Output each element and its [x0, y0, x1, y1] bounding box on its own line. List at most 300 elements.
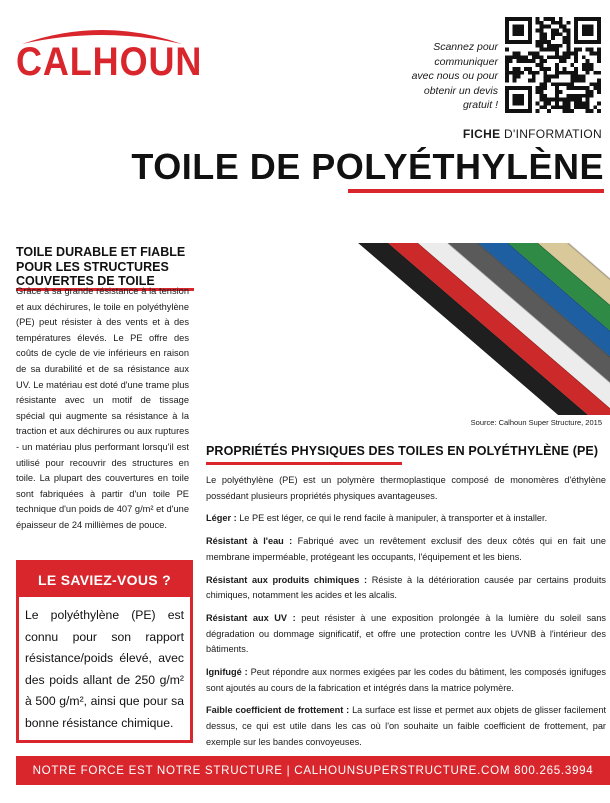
qr-module: [578, 78, 582, 82]
qr-module: [563, 52, 567, 56]
qr-module: [563, 105, 567, 109]
qr-module: [566, 109, 570, 113]
qr-module: [582, 94, 586, 98]
qr-module: [536, 29, 540, 33]
qr-module: [586, 90, 590, 94]
qr-module: [547, 55, 551, 59]
qr-module: [597, 109, 601, 113]
qr-module: [540, 94, 544, 98]
qr-module: [586, 105, 590, 109]
property-item: [206, 665, 606, 696]
qr-module: [574, 98, 578, 102]
qr-module: [543, 32, 547, 36]
qr-module: [566, 52, 570, 56]
qr-module: [559, 98, 563, 102]
qr-module: [559, 17, 563, 21]
qr-module: [543, 59, 547, 63]
qr-module: [540, 63, 544, 67]
property-term: Résistant aux UV :: [206, 612, 296, 623]
qr-module: [517, 59, 521, 63]
properties-intro: Le polyéthylène (PE) est un polymère thermoplastique composé de monomères d'éthylène possédant plusieurs propriétés physiques avantageuses.: [206, 475, 606, 501]
qr-module: [597, 71, 601, 75]
calhoun-logo: [16, 18, 203, 92]
qr-module: [547, 78, 551, 82]
qr-module: [574, 94, 578, 98]
qr-module: [559, 44, 563, 48]
fabric-swatches-illustration: [340, 243, 610, 415]
qr-module: [586, 86, 590, 90]
scan-line: Scannez pour: [433, 41, 498, 53]
qr-module: [536, 63, 540, 67]
qr-module: [540, 44, 544, 48]
properties-heading-underline: [206, 462, 402, 465]
did-you-know-heading: LE SAVIEZ-VOUS ?: [19, 563, 190, 597]
sidebar-heading-line: TOILE DURABLE ET FIABLE: [16, 245, 186, 259]
scan-line: avec nous ou pour: [411, 70, 498, 82]
qr-module: [540, 32, 544, 36]
qr-module: [524, 59, 528, 63]
qr-module: [582, 67, 586, 71]
qr-module: [578, 98, 582, 102]
qr-module: [563, 55, 567, 59]
qr-module: [593, 86, 597, 90]
qr-module: [559, 59, 563, 63]
qr-module: [517, 71, 521, 75]
qr-module: [578, 48, 582, 52]
qr-module: [509, 55, 513, 59]
scan-line: communiquer: [434, 55, 498, 68]
qr-module: [513, 71, 517, 75]
qr-module: [536, 21, 540, 25]
property-text: La surface est lisse et permet aux objets de glisser facilement dessus, ce qui est utile dans les cas où l'on souhaite un faible coefficient de frottement, par exemple sur les bandes convoyeuses.: [206, 705, 606, 747]
qr-module: [540, 25, 544, 29]
qr-module: [540, 82, 544, 86]
qr-module: [509, 59, 513, 63]
qr-module: [589, 94, 593, 98]
qr-module: [532, 59, 536, 63]
qr-module: [570, 78, 574, 82]
property-text: peut résister à une exposition prolongée à la lumière du soleil sans dégradation ou dommage significatif, et offre une protection contre les UVNB à l'intérieur des bâtiments.: [206, 612, 606, 655]
qr-module: [597, 48, 601, 52]
qr-module: [543, 78, 547, 82]
qr-module: [551, 98, 555, 102]
qr-finder-center: [513, 94, 525, 106]
qr-module: [540, 29, 544, 33]
qr-module: [570, 109, 574, 113]
qr-module: [513, 75, 517, 79]
qr-module: [574, 52, 578, 56]
qr-module: [597, 59, 601, 63]
qr-module: [513, 52, 517, 56]
property-term: Faible coefficient de frottement :: [206, 705, 350, 716]
qr-module: [566, 21, 570, 25]
qr-module: [574, 105, 578, 109]
qr-module: [586, 101, 590, 105]
qr-module: [574, 86, 578, 90]
qr-module: [505, 48, 509, 52]
qr-module: [566, 48, 570, 52]
qr-module: [574, 59, 578, 63]
qr-module: [551, 75, 555, 79]
qr-module: [563, 109, 567, 113]
qr-module: [566, 101, 570, 105]
qr-module: [559, 90, 563, 94]
qr-module: [543, 71, 547, 75]
qr-module: [563, 71, 567, 75]
page-title: TOILE DE POLYÉTHYLÈNE: [131, 146, 604, 187]
qr-module: [543, 101, 547, 105]
qr-module: [589, 109, 593, 113]
qr-module: [570, 98, 574, 102]
qr-module: [551, 21, 555, 25]
qr-module: [528, 78, 532, 82]
qr-module: [566, 40, 570, 44]
qr-module: [505, 67, 509, 71]
qr-module: [505, 63, 509, 67]
qr-module: [563, 25, 567, 29]
qr-module: [540, 40, 544, 44]
qr-module: [555, 98, 559, 102]
qr-module: [543, 105, 547, 109]
qr-module: [543, 25, 547, 29]
property-term: Ignifugé :: [206, 667, 248, 678]
qr-module: [513, 55, 517, 59]
qr-module: [593, 82, 597, 86]
qr-module: [524, 55, 528, 59]
qr-module: [543, 36, 547, 40]
property-term: Léger :: [206, 513, 237, 524]
qr-module: [543, 75, 547, 79]
qr-module: [551, 29, 555, 33]
qr-module: [547, 17, 551, 21]
qr-module: [547, 25, 551, 29]
qr-module: [574, 48, 578, 52]
qr-module: [555, 21, 559, 25]
qr-module: [540, 21, 544, 25]
qr-module: [540, 55, 544, 59]
did-you-know-box: [16, 560, 193, 743]
qr-module: [555, 94, 559, 98]
qr-module: [566, 44, 570, 48]
qr-module: [555, 105, 559, 109]
qr-module: [547, 67, 551, 71]
qr-module: [570, 94, 574, 98]
qr-module: [505, 75, 509, 79]
qr-module: [555, 63, 559, 67]
qr-module: [536, 55, 540, 59]
qr-module: [540, 36, 544, 40]
qr-module: [589, 90, 593, 94]
qr-module: [593, 105, 597, 109]
qr-module: [563, 101, 567, 105]
qr-module: [559, 32, 563, 36]
qr-module: [582, 86, 586, 90]
qr-module: [547, 48, 551, 52]
qr-module: [543, 86, 547, 90]
property-text: Fabriqué avec un revêtement exclusif des deux côtés qui en fait une membrane imperméable, protégeant les occupants, l'équipement et les biens.: [206, 536, 606, 562]
qr-module: [540, 90, 544, 94]
qr-module: [509, 71, 513, 75]
qr-module: [540, 105, 544, 109]
qr-module: [574, 78, 578, 82]
qr-module: [536, 90, 540, 94]
title-underline: [348, 189, 604, 193]
property-item: [206, 703, 606, 750]
qr-module: [513, 67, 517, 71]
qr-module: [536, 17, 540, 21]
qr-module: [513, 78, 517, 82]
qr-module: [536, 101, 540, 105]
qr-module: [547, 44, 551, 48]
qr-module: [559, 55, 563, 59]
qr-module: [543, 40, 547, 44]
qr-module: [532, 71, 536, 75]
qr-module: [517, 52, 521, 56]
qr-module: [505, 55, 509, 59]
qr-module: [570, 71, 574, 75]
qr-module: [540, 67, 544, 71]
qr-module: [555, 44, 559, 48]
qr-module: [597, 82, 601, 86]
qr-module: [536, 86, 540, 90]
qr-module: [536, 71, 540, 75]
qr-module: [570, 63, 574, 67]
scan-line: gratuit !: [462, 99, 498, 111]
qr-module: [574, 67, 578, 71]
qr-module: [589, 52, 593, 56]
qr-module: [551, 48, 555, 52]
qr-module: [532, 75, 536, 79]
qr-module: [551, 82, 555, 86]
qr-module: [593, 71, 597, 75]
qr-module: [586, 94, 590, 98]
qr-module: [566, 36, 570, 40]
qr-module: [547, 75, 551, 79]
qr-module: [559, 82, 563, 86]
qr-module: [597, 86, 601, 90]
qr-module: [517, 55, 521, 59]
qr-module: [566, 94, 570, 98]
qr-module: [555, 71, 559, 75]
qr-module: [551, 32, 555, 36]
qr-module: [517, 67, 521, 71]
qr-module: [589, 48, 593, 52]
qr-module: [543, 48, 547, 52]
qr-module: [540, 48, 544, 52]
qr-module: [566, 98, 570, 102]
qr-module: [578, 75, 582, 79]
qr-module: [543, 67, 547, 71]
properties-heading: PROPRIÉTÉS PHYSIQUES DES TOILES EN POLYÉTHYLÈNE (PE): [206, 444, 599, 458]
property-text: Peut répondre aux normes exigées par les codes du bâtiment, les composés ignifuges sont ajoutés au cours de la fabrication et intégrés dans la matrice polymère.: [206, 667, 607, 693]
footer-banner[interactable]: NOTRE FORCE EST NOTRE STRUCTURE | CALHOUNSUPERSTRUCTURE.COM 800.265.3994: [16, 756, 610, 785]
qr-module: [586, 67, 590, 71]
qr-module: [589, 82, 593, 86]
properties-section: [206, 473, 606, 758]
qr-module: [536, 44, 540, 48]
property-term: Résistant à l'eau :: [206, 536, 293, 547]
qr-module: [578, 105, 582, 109]
property-term: Résistant aux produits chimiques :: [206, 574, 368, 585]
qr-module: [524, 67, 528, 71]
qr-module: [566, 55, 570, 59]
qr-module: [574, 55, 578, 59]
qr-module: [551, 55, 555, 59]
qr-module: [582, 55, 586, 59]
qr-module: [543, 82, 547, 86]
qr-module: [551, 105, 555, 109]
qr-module: [536, 109, 540, 113]
intro-paragraph: Grâce à sa grande résistance à la tension et aux déchirures, le toile en polyéthylène (PE) peut résister à des vents et à des températures élevés. Le PE offre des coûts de cycle de vie inférieurs en raison de sa durabilité et de sa résistance aux UV. Le matériau est doté d'une trame plus résistante avec un motif de tissage spécial qui augmente sa résistance à la traction et aux déchirures ou aux ruptures - un matériau plus performant lorsqu'il est utilisé pour recouvrir des structures en toile. La plupart des couvertures en toile sont fabriquées à partir d'un toile PE technique d'un poids de 407 g/m² et d'une épaisseur de 24 millièmes de pouce.: [16, 286, 190, 530]
qr-module: [543, 94, 547, 98]
qr-module: [586, 109, 590, 113]
qr-module: [505, 71, 509, 75]
qr-module: [559, 105, 563, 109]
qr-module: [582, 78, 586, 82]
qr-module: [593, 52, 597, 56]
qr-module: [520, 59, 524, 63]
qr-module: [528, 59, 532, 63]
qr-module: [555, 67, 559, 71]
qr-module: [574, 101, 578, 105]
qr-module: [555, 82, 559, 86]
qr-module: [505, 59, 509, 63]
qr-module: [536, 52, 540, 56]
logo-text: CALHOUN: [16, 40, 203, 84]
qr-module: [528, 67, 532, 71]
qr-module: [532, 78, 536, 82]
qr-module: [540, 86, 544, 90]
qr-module: [547, 101, 551, 105]
qr-module: [566, 29, 570, 33]
qr-module: [597, 90, 601, 94]
qr-module: [582, 105, 586, 109]
qr-module: [574, 71, 578, 75]
qr-module: [551, 36, 555, 40]
qr-module: [551, 44, 555, 48]
property-item: [206, 611, 606, 658]
qr-module: [528, 71, 532, 75]
sidebar-heading-line: POUR LES STRUCTURES: [16, 259, 169, 274]
qr-module: [582, 75, 586, 79]
qr-module: [532, 52, 536, 56]
qr-module: [586, 48, 590, 52]
qr-module: [543, 98, 547, 102]
qr-module: [570, 52, 574, 56]
qr-module: [559, 71, 563, 75]
qr-module: [532, 55, 536, 59]
qr-module: [578, 86, 582, 90]
qr-module: [570, 75, 574, 79]
qr-module: [547, 98, 551, 102]
qr-module: [597, 55, 601, 59]
sidebar-heading: [16, 245, 186, 289]
qr-module: [586, 71, 590, 75]
sidebar-heading-line: COUVERTES DE TOILE: [16, 274, 155, 288]
property-item: [206, 511, 606, 527]
qr-module: [563, 36, 567, 40]
qr-module: [563, 67, 567, 71]
fabric-samples-image: [340, 243, 610, 415]
qr-module: [566, 32, 570, 36]
qr-module: [536, 40, 540, 44]
qr-module: [528, 52, 532, 56]
qr-module: [547, 40, 551, 44]
qr-module: [563, 29, 567, 33]
fiche-rest: D'INFORMATION: [500, 127, 602, 141]
qr-module: [555, 75, 559, 79]
qr-module: [586, 98, 590, 102]
qr-module: [586, 59, 590, 63]
qr-module: [589, 63, 593, 67]
qr-module: [566, 86, 570, 90]
qr-module: [555, 55, 559, 59]
qr-module: [563, 82, 567, 86]
qr-module: [517, 75, 521, 79]
qr-module: [563, 40, 567, 44]
qr-module: [543, 17, 547, 21]
qr-module: [566, 105, 570, 109]
property-item: [206, 573, 606, 604]
scan-line: obtenir un devis: [423, 84, 498, 97]
qr-module: [555, 48, 559, 52]
qr-module: [570, 82, 574, 86]
qr-module: [586, 63, 590, 67]
qr-module: [547, 109, 551, 113]
qr-module: [540, 98, 544, 102]
scan-prompt: [400, 40, 498, 113]
qr-module: [566, 82, 570, 86]
property-item: [206, 534, 606, 565]
qr-module: [551, 17, 555, 21]
qr-module: [563, 59, 567, 63]
qr-module: [566, 71, 570, 75]
qr-module: [597, 101, 601, 105]
property-text: Résiste à la détérioration causée par certains produits chimiques, notamment les acides et les alcalis.: [206, 574, 606, 601]
qr-module: [555, 32, 559, 36]
qr-module: [555, 86, 559, 90]
qr-module: [582, 101, 586, 105]
qr-module: [555, 101, 559, 105]
qr-module: [555, 90, 559, 94]
qr-module: [597, 78, 601, 82]
qr-module: [582, 63, 586, 67]
qr-module: [597, 52, 601, 56]
qr-module: [559, 25, 563, 29]
document-type-label: [463, 127, 602, 141]
qr-module: [578, 94, 582, 98]
qr-finder-center: [513, 25, 525, 37]
qr-module: [540, 59, 544, 63]
did-you-know-body: Le polyéthylène (PE) est connu pour son rapport résistance/poids élevé, avec des poids allant de 250 g/m² à 500 g/m², ainsi que pour sa bonne résistance chimique.: [25, 608, 184, 730]
qr-module: [520, 55, 524, 59]
qr-module: [570, 86, 574, 90]
qr-module: [555, 29, 559, 33]
qr-module: [505, 78, 509, 82]
qr-code-icon[interactable]: [505, 17, 601, 113]
qr-module: [520, 71, 524, 75]
qr-module: [555, 52, 559, 56]
qr-module: [589, 67, 593, 71]
qr-module: [559, 21, 563, 25]
qr-module: [574, 75, 578, 79]
property-text: Le PE est léger, ce qui le rend facile à manipuler, à transporter et à installer.: [236, 513, 548, 524]
qr-finder-center: [582, 25, 594, 37]
qr-module: [563, 98, 567, 102]
fiche-bold: FICHE: [462, 127, 501, 141]
image-source-caption: Source: Calhoun Super Structure, 2015: [470, 418, 602, 427]
qr-module: [578, 101, 582, 105]
